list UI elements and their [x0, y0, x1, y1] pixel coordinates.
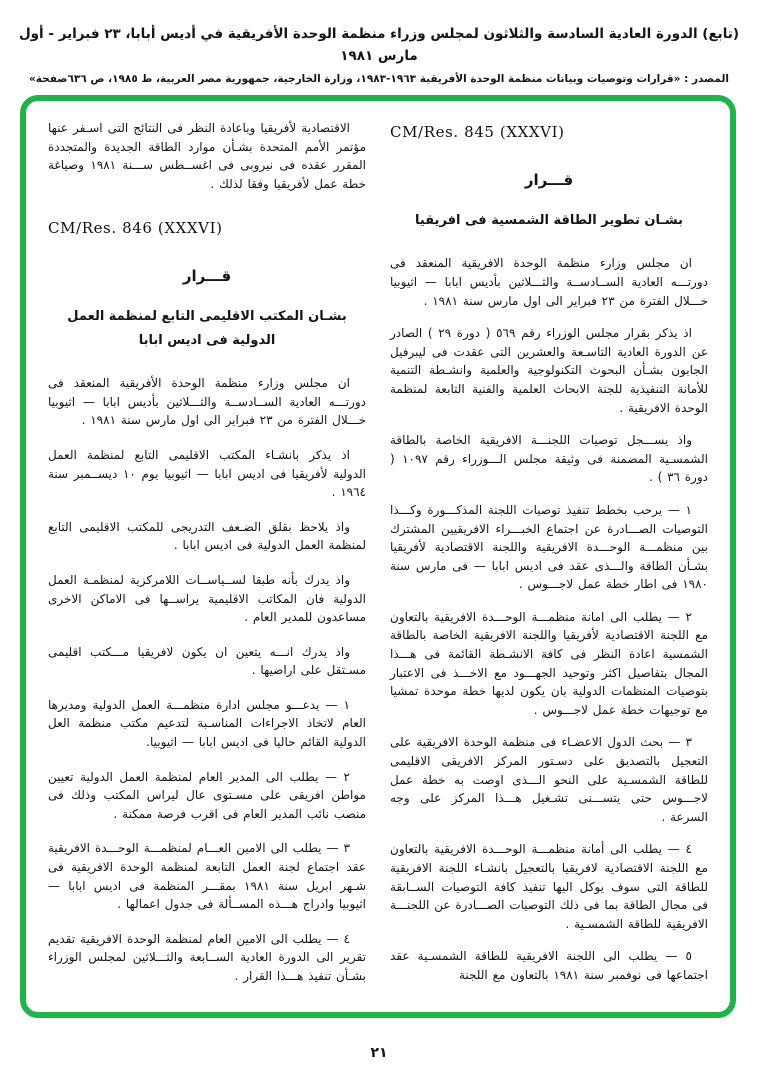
resolution-number-845: CM/Res. 845 (XXXVI): [390, 123, 565, 141]
paragraph: ٥ — يطلب الى اللجنة الافريقية للطاقة الشمسـية عقد اجتماعها فى نوفمبر سنة ١٩٨١ بالتعاون مع اللجنة: [390, 949, 708, 982]
header-session-line: (تابع) الدورة العادية السادسة والثلاثون لمجلس وزراء منظمة الوحدة الأفريقية في أديس أبابا، ٢٣ فبراير - أول مارس ١٩٨١: [18, 26, 740, 64]
paragraph: اذ يذكر بقرار مجلس الوزراء رقم ٥٦٩ ( دورة ٢٩ ) الصادر عن الدورة العادية التاسـعة والعشرين التى عقدت فى ليبرفيل الجابون بشـأن البحوث التكنولوجية والعلمية وانشـطة التنمية للأمانة التنفيذية للجنة الابحاث العلمية والفنية التابعة لمنظمة الوحدة الافريقية .: [390, 326, 708, 415]
page-footer: [0, 1042, 758, 1061]
resolution-number-846: CM/Res. 846 (XXXVI): [48, 219, 223, 238]
document-frame: [20, 95, 736, 1018]
paragraph: ان مجلس وزارء منظمة الوحدة الافريقية المنعقد فى دورتـــه العادية الســادســة والثـــلاثين بأديس ابابا — اثيوبيا خـــلال الفترة من ٢٣ فبراير الى اول مارس سنة ١٩٨١ .: [390, 256, 708, 308]
paragraph: واذ يلاحظ بقلق الضـعف التدريجى للمكتب الاقليمى التابع لمنظمة العمل الدولية فى اديس ابابا .: [48, 519, 366, 553]
paragraph: واذ يدرك انـــه يتعين ان يكون لافريقيا مـــكتب اقليمى مسـتقل على اراضيها .: [48, 644, 366, 678]
paragraph: ٤ — يطلب الى الامين العام لمنظمة الوحدة الافريقية تقديم تقرير الى الدورة العادية الســابعة والثـــلاثين لمجلس الوزراء بشـأن تنفيذ هـــذا القرار .: [48, 931, 366, 983]
column-left: [48, 119, 366, 1002]
paragraph: ١ — يرحب بخطط تنفيذ توصيات اللجنة المذكـــورة وكـــذا التوصيات الصـــادرة عن اجتماع الخبـــراء الافريقيين المشترك بين منظمـــة الوحـــدة الافريقية واللجنة الاقتصادية لأفريقيا بشـأن الطاقة والـــذى عقد فى اديس ابابا — فى مارس سنة ١٩٨٠ فى اطار خطة عمل لاجـــوس .: [390, 502, 708, 592]
page-number: ٢١: [370, 1045, 388, 1061]
resolution-subject: بشـان تطوير الطاقة الشمسية فى افريقيا: [415, 213, 683, 228]
paragraph-continuation: الاقتصادية لأفريقيا وباعادة النظر فى النتائج التى اسـفر عنها مؤتمر الأمم المتحدة بشـأن موارد الطاقة الجديدة والمتجددة المقرر عقده فى نيروبى فى اغســطس ســـنة ١٩٨١ وصياغة خطة عمل لأفريقيا وفقا لذلك .: [48, 121, 366, 191]
column-right: [390, 119, 708, 1002]
paragraph: ٤ — يطلب الى أمانة منظمـــة الوحـــدة الافريقية بالتعاون مع اللجنة الاقتصادية لافريقيا بالتعجيل بانشـاء اللجنة الافريقية للطاقة التى سوف يوكل اليها تنفيذ كافة التوصيات الســابقة فى مجال الطاقة بما فى ذلك التوصيات الصـــادرة عن اللجنـــة الافريقية للطاقة الشمسـية .: [390, 842, 708, 931]
paragraph: واذ يدرك بأنه طبقا لســياســات اللامركزية لمنظمـة العمل الدولية فان المكاتب الاقليمية يراســها فى الاماكن الاخرى مساعدون للمدير العام .: [48, 572, 366, 625]
paragraph: اذ يذكر بانشـاء المكتب الاقليمى التابع لمنظمة العمل الدولية لأفريقيا فى اديس ابابا — اثيوبيا يوم ١٠ ديســمبر سنة ١٩٦٤ .: [48, 447, 366, 500]
paragraph: ١ — يدعـــو مجلس ادارة منظمـــة العمل الدولية ومديرها العام لاتخاذ الاجراءات المناسـبة لتدعيم مكتب منظمة العل الدولية القائم حاليا فى اديس ابابا — اثيوبيا.: [48, 697, 366, 750]
header-source-line: المصدر : «قرارات وتوصيات وبيانات منظمة الوحدة الأفريقية ١٩٦٣-١٩٨٣، وزارة الخارجية، جمهورية مصر العربية، ط ١٩٨٥، ص ٦٣٦صفحة»: [29, 73, 729, 86]
paragraph: ٢ — يطلب الى امانة منظمـــة الوحـــدة الافريقية بالتعاون مع اللجنة الاقتصادية لأفريقيا واللجنة الافريقية الخاصة بالطاقة الشمسية اعادة النظر فى كافة الانشـطة القائمة فى هـــذا المجال بتفاصيل اكثر وتوحيد الجهـــود مع الاخـــذ فى الاعتبار بتوصيات المنظمات الدولية بان يكون لديها خطة موحدة تمشيا مع توجيهات خطة عمل لاجـــوس .: [390, 609, 708, 717]
paragraph: واذ يســـجل توصيات اللجنـــة الافريقية الخاصة بالطاقة الشمسـية المضمنة فى وثيقة مجلس الـــوزراء رقم ١٠٩٧ ( دورة ٣٦ ) .: [390, 433, 708, 485]
resolution-subject: بشـان المكتب الاقليمى التابع لمنظمة العمل الدولية فى اديس ابابا: [67, 309, 347, 348]
paragraph: ٣ — يطلب الى الامين العـــام لمنظمـــة الوحـــدة الافريقية عقد اجتماع لجنة العمل التابعة لمنظمة الوحدة الافريقية فى شـهر ابريل سنة ١٩٨١ بمقـــر المنظمة فى اديس ابابا — اثيوبيا وادراج هـــذه المســألة فى جدول اعمالها .: [48, 841, 367, 912]
paragraph: ٢ — يطلب الى المدير العام لمنظمة العمل الدولية تعيين مواطن افريقى على مسـتوى عال ليراس المكتب وذلك فى منصب نائب المدير العام فى اقرب فرصة ممكنة .: [48, 769, 366, 821]
paragraph: ان مجلس وزارء منظمة الوحدة الأفريقية المنعقد فى دورتـــه العادية الســادســة والثـــلاثين بأديس ابابا — اثيوبيا خـــلال الفترة من ٢٣ فبراير الى اول مارس سنة ١٩٨١ .: [48, 376, 366, 428]
page-header: [0, 24, 758, 85]
paragraph: ٣ — بحث الدول الاعضـاء فى منظمة الوحدة الافريقية على التعجيل بالتصديق على دسـتور المركز الافريقى الاقليمى للطاقة الشمسـية على النحو الـــذى اوصت به خطة عمل لاجـــوس حتى يتســـنى تشـغيل هـــذا المركز على وجه السرعة .: [390, 735, 708, 824]
resolution-title: قـــرار: [524, 171, 574, 189]
resolution-title: قـــرار: [182, 267, 232, 286]
